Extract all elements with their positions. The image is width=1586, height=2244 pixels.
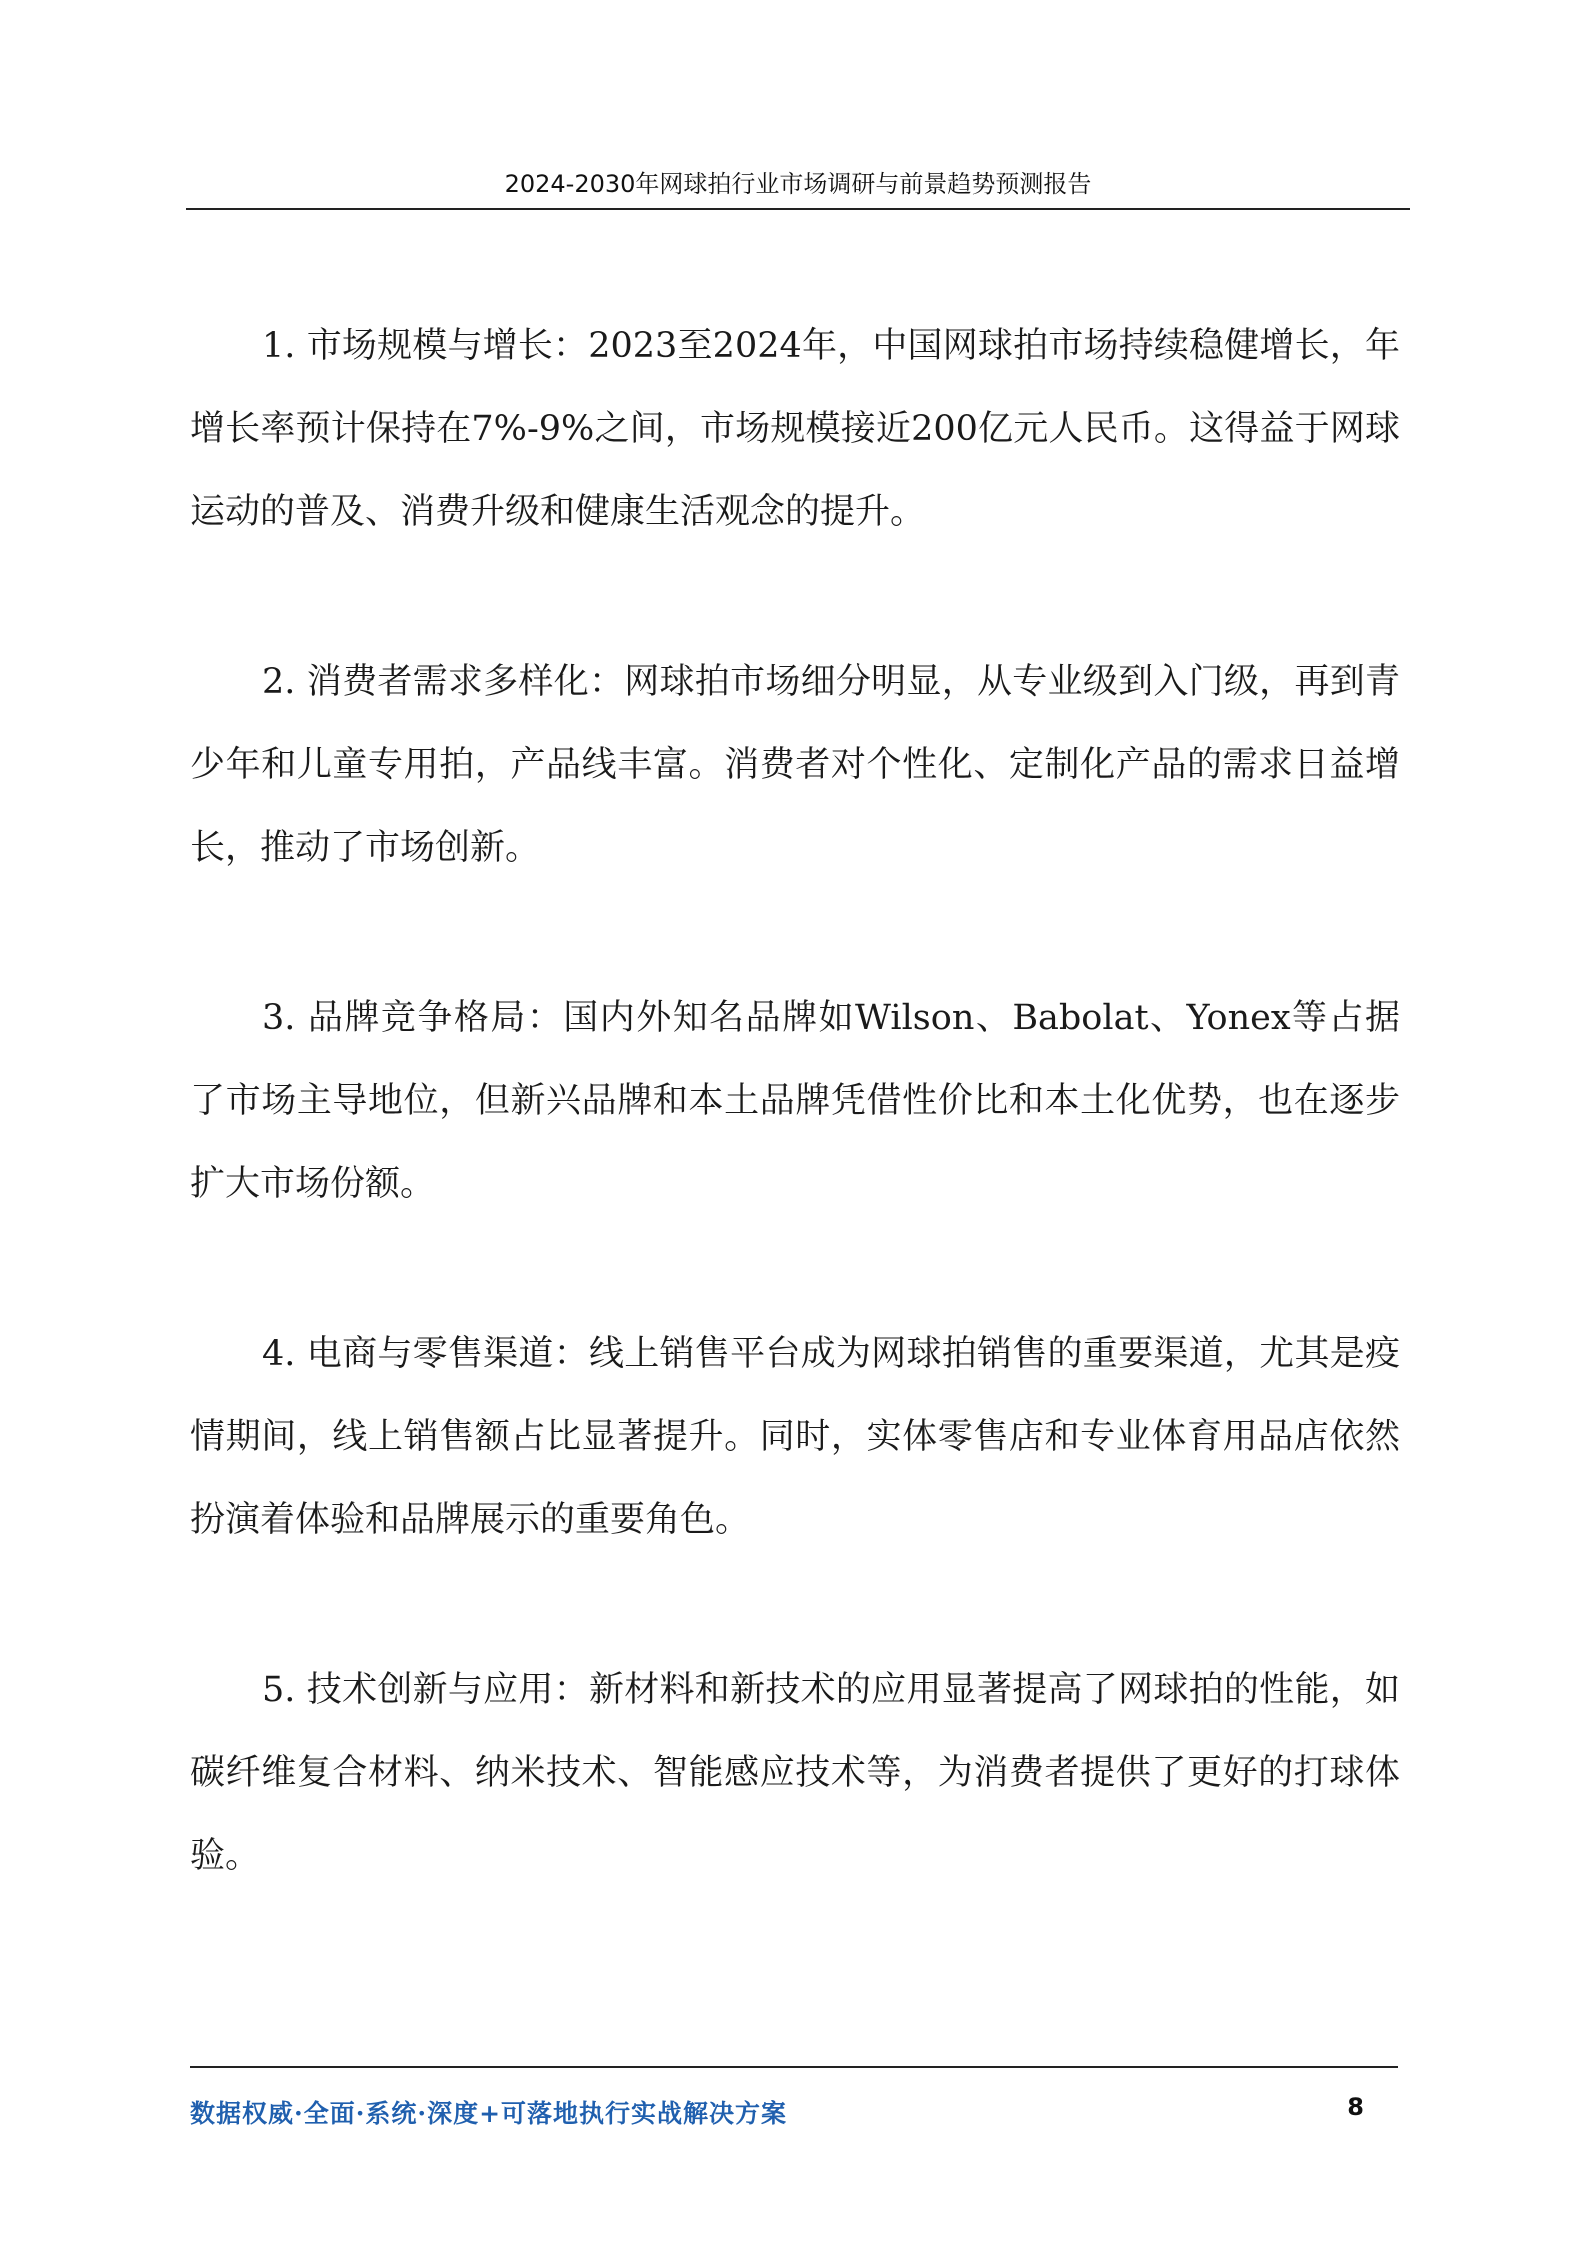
page-footer (190, 2066, 1398, 2128)
paragraph-consumer-demand: 2. 消费者需求多样化：网球拍市场细分明显，从专业级到入门级，再到青少年和儿童专用拍，产品线丰富。消费者对个性化、定制化产品的需求日益增长，推动了市场创新。 (190, 662, 1400, 868)
page-header (186, 164, 1410, 210)
paragraph-retail-channels: 4. 电商与零售渠道：线上销售平台成为网球拍销售的重要渠道，尤其是疫情期间，线上销售额占比显著提升。同时，实体零售店和专业体育用品店依然扮演着体验和品牌展示的重要角色。 (190, 1334, 1400, 1540)
paragraph-market-size: 1. 市场规模与增长：2023至2024年，中国网球拍市场持续稳健增长，年增长率预计保持在7%-9%之间，市场规模接近200亿元人民币。这得益于网球运动的普及、消费升级和健康生活观念的提升。 (190, 326, 1400, 532)
footer-slogan: 数据权威·全面·系统·深度+可落地执行实战解决方案 (190, 2099, 788, 2128)
paragraph-tech-innovation: 5. 技术创新与应用：新材料和新技术的应用显著提高了网球拍的性能，如碳纤维复合材料、纳米技术、智能感应技术等，为消费者提供了更好的打球体验。 (190, 1670, 1400, 1876)
paragraph-brand-competition: 3. 品牌竞争格局：国内外知名品牌如Wilson、Babolat、Yonex等占据了市场主导地位，但新兴品牌和本土品牌凭借性价比和本土化优势，也在逐步扩大市场份额。 (190, 998, 1400, 1204)
page-number: 8 (1347, 2093, 1364, 2121)
body-content (190, 305, 1400, 1985)
report-title: 2024-2030年网球拍行业市场调研与前景趋势预测报告 (504, 170, 1092, 198)
